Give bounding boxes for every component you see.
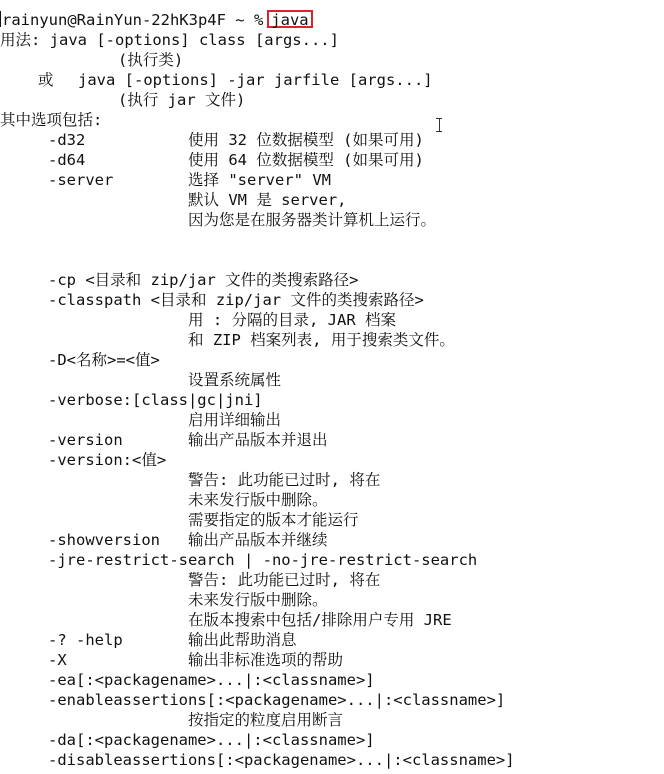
option-row — [0, 550, 664, 570]
option-row — [0, 190, 664, 210]
option-row — [0, 510, 664, 530]
prompt-text: rainyun@RainYun-22hK3p4F ~ % — [2, 11, 264, 29]
option-description: 在版本搜索中包括/排除用户专用 JRE — [188, 611, 452, 629]
option-description: 设置系统属性 — [188, 371, 282, 389]
option-row — [0, 130, 664, 150]
option-flag: -da[:<packagename>...|:<classname>] — [48, 731, 375, 749]
command-highlight — [267, 10, 312, 28]
option-row — [0, 250, 664, 270]
usage-text: (执行类) — [118, 51, 184, 69]
usage-text: java [-options] -jar jarfile [args...] — [78, 71, 433, 89]
usage-text: 用法: java [-options] class [args...] — [0, 31, 339, 49]
option-row — [0, 330, 664, 350]
option-flag: -verbose:[class|gc|jni] — [48, 391, 263, 409]
option-description: 使用 32 位数据模型 (如果可用) — [188, 131, 424, 149]
cursor-mark — [0, 11, 1, 27]
usage-or-text: 或 — [38, 71, 54, 89]
option-row — [0, 230, 664, 250]
option-row — [0, 290, 664, 310]
option-row — [0, 210, 664, 230]
option-description: 未来发行版中删除。 — [188, 591, 328, 609]
options-list — [0, 130, 664, 770]
usage-line-4 — [0, 90, 664, 110]
option-row — [0, 410, 664, 430]
option-row — [0, 650, 664, 670]
option-description: 警告: 此功能已过时, 将在 — [188, 471, 381, 489]
option-flag: -version — [48, 431, 123, 449]
option-description: 未来发行版中删除。 — [188, 491, 328, 509]
usage-line-2 — [0, 50, 664, 70]
option-flag: -cp <目录和 zip/jar 文件的类搜索路径> — [48, 271, 359, 289]
option-flag: -d32 — [48, 131, 86, 149]
option-row — [0, 470, 664, 490]
option-row — [0, 670, 664, 690]
command-text: java — [271, 11, 309, 29]
option-description: 输出产品版本并退出 — [188, 431, 328, 449]
option-row — [0, 450, 664, 470]
option-description: 输出非标准选项的帮助 — [188, 651, 344, 669]
option-row — [0, 490, 664, 510]
option-description: 和 ZIP 档案列表, 用于搜索类文件。 — [188, 331, 455, 349]
option-row — [0, 690, 664, 710]
prompt-line — [0, 10, 664, 30]
option-description: 用 : 分隔的目录, JAR 档案 — [188, 311, 396, 329]
option-description: 使用 64 位数据模型 (如果可用) — [188, 151, 424, 169]
option-flag: -version:<值> — [48, 451, 167, 469]
option-flag: -? -help — [48, 631, 123, 649]
option-flag: -d64 — [48, 151, 86, 169]
option-row — [0, 270, 664, 290]
option-row — [0, 590, 664, 610]
option-row — [0, 730, 664, 750]
option-flag: -enableassertions[:<packagename>...|:<classname>] — [48, 691, 506, 709]
option-description: 输出此帮助消息 — [188, 631, 297, 649]
option-row — [0, 610, 664, 630]
option-description: 选择 "server" VM — [188, 171, 331, 189]
usage-text: (执行 jar 文件) — [118, 91, 246, 109]
option-row — [0, 350, 664, 370]
option-flag: -disableassertions[:<packagename>...|:<classname>] — [48, 751, 515, 769]
option-description: 启用详细输出 — [188, 411, 282, 429]
option-row — [0, 170, 664, 190]
option-description: 输出产品版本并继续 — [188, 531, 328, 549]
option-row — [0, 750, 664, 770]
option-row — [0, 630, 664, 650]
option-row — [0, 430, 664, 450]
option-description: 默认 VM 是 server, — [188, 191, 347, 209]
option-flag: -D<名称>=<值> — [48, 351, 160, 369]
option-row — [0, 570, 664, 590]
options-heading — [0, 110, 664, 130]
option-flag: -server — [48, 171, 114, 189]
options-heading-text: 其中选项包括: — [0, 111, 103, 129]
option-row — [0, 390, 664, 410]
option-flag: -showversion — [48, 531, 160, 549]
option-description: 按指定的粒度启用断言 — [188, 711, 344, 729]
option-description: 警告: 此功能已过时, 将在 — [188, 571, 381, 589]
option-row — [0, 150, 664, 170]
option-flag: -classpath <目录和 zip/jar 文件的类搜索路径> — [48, 291, 424, 309]
option-flag: -jre-restrict-search | -no-jre-restrict-search — [48, 551, 478, 569]
option-flag: -ea[:<packagename>...|:<classname>] — [48, 671, 375, 689]
option-row — [0, 710, 664, 730]
option-row — [0, 310, 664, 330]
option-description: 需要指定的版本才能运行 — [188, 511, 359, 529]
terminal-output[interactable] — [0, 10, 664, 770]
option-row — [0, 530, 664, 550]
option-description: 因为您是在服务器类计算机上运行。 — [188, 211, 437, 229]
usage-line-1 — [0, 30, 664, 50]
option-flag: -X — [48, 651, 67, 669]
usage-line-3 — [0, 70, 664, 90]
option-row — [0, 370, 664, 390]
